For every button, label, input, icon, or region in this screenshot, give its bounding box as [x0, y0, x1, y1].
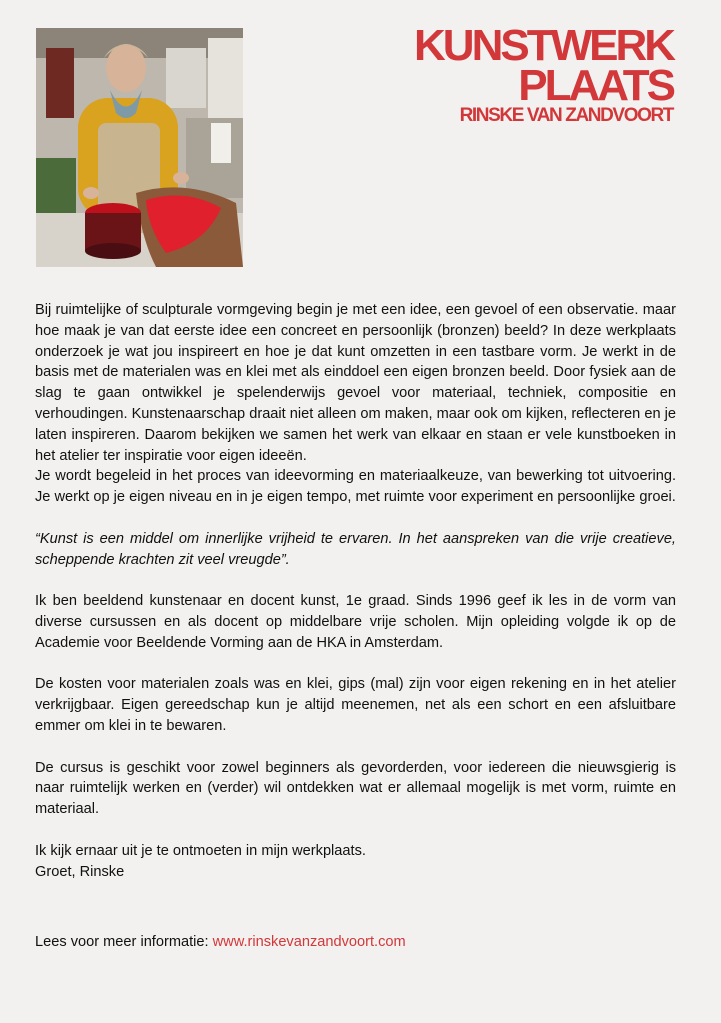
artist-at-work-icon	[36, 28, 243, 267]
title-line-2: PLAATS	[518, 61, 673, 110]
more-info	[35, 932, 406, 952]
body-text	[35, 300, 676, 882]
artist-photo	[36, 28, 243, 267]
website-link[interactable]: www.rinskevanzandvoort.com	[212, 934, 406, 950]
paragraph-audience: De cursus is geschikt voor zowel beginners als gevorderden, voor iedereen die nieuwsgierig is naar ruimtelijk werken en (verder) wil ontdekken wat er allemaal mogelijk is met vorm, ruimte en materiaal.	[35, 759, 676, 818]
closing-line-2: Groet, Rinske	[35, 863, 125, 880]
more-info-label: Lees voor meer informatie:	[35, 934, 213, 950]
subtitle: RINSKE VAN ZANDVOORT	[459, 105, 673, 126]
paragraph-costs: De kosten voor materialen zoals was en klei, gips (mal) zijn voor eigen rekening en in het atelier verkrijgbaar. Eigen gereedschap kun je altijd meenemen, net als een schort en een afsluitbare emmer om klei in te bewaren.	[35, 676, 676, 734]
paragraph-intro: Bij ruimtelijke of sculpturale vormgeving begin je met een idee, een gevoel of een observatie. maar hoe maak je van dat eerste idee een concreet en persoonlijk (bronzen) beeld? In deze werkplaats onderzoek je wat jou inspireert en hoe je dat kunt omzetten in een tastbare vorm. Je werkt in de basis met de materialen was en klei met als einddoel een eigen bronzen beeld. Door fysiek aan de slag te gaan ontwikkel je spelenderwijs gevoel voor materiaal, techniek, compositie en verhoudingen. Kunstenaarschap draait niet alleen om maken, maar ook om kijken, reflecteren en je laten inspireren. Daarom bekijken we samen het werk van elkaar en staan er vele kunstboeken in het atelier ter inspiratie voor eigen ideeën.	[35, 302, 676, 464]
title-line-1: KUNSTWERK	[414, 21, 673, 70]
title-block	[414, 21, 673, 127]
quote: “Kunst is een middel om innerlijke vrijheid te ervaren. In het aanspreken van die vrije creatieve, scheppende krachten zit veel vreugde”.	[35, 530, 676, 568]
closing-line-1: Ik kijk ernaar uit je te ontmoeten in mijn werkplaats.	[35, 842, 366, 859]
paragraph-guidance: Je wordt begeleid in het proces van ideevorming en materiaalkeuze, van bewerking tot uitvoering. Je werkt op je eigen niveau en in je eigen tempo, met ruimte voor experiment en persoonlijke groei.	[35, 468, 676, 506]
paragraph-about: Ik ben beeldend kunstenaar en docent kunst, 1e graad. Sinds 1996 geef ik les in de vorm van diverse cursussen en als docent op middelbare vrije scholen. Mijn opleiding volgde ik op de Academie voor Beeldende Vorming aan de HKA in Amsterdam.	[35, 593, 676, 651]
